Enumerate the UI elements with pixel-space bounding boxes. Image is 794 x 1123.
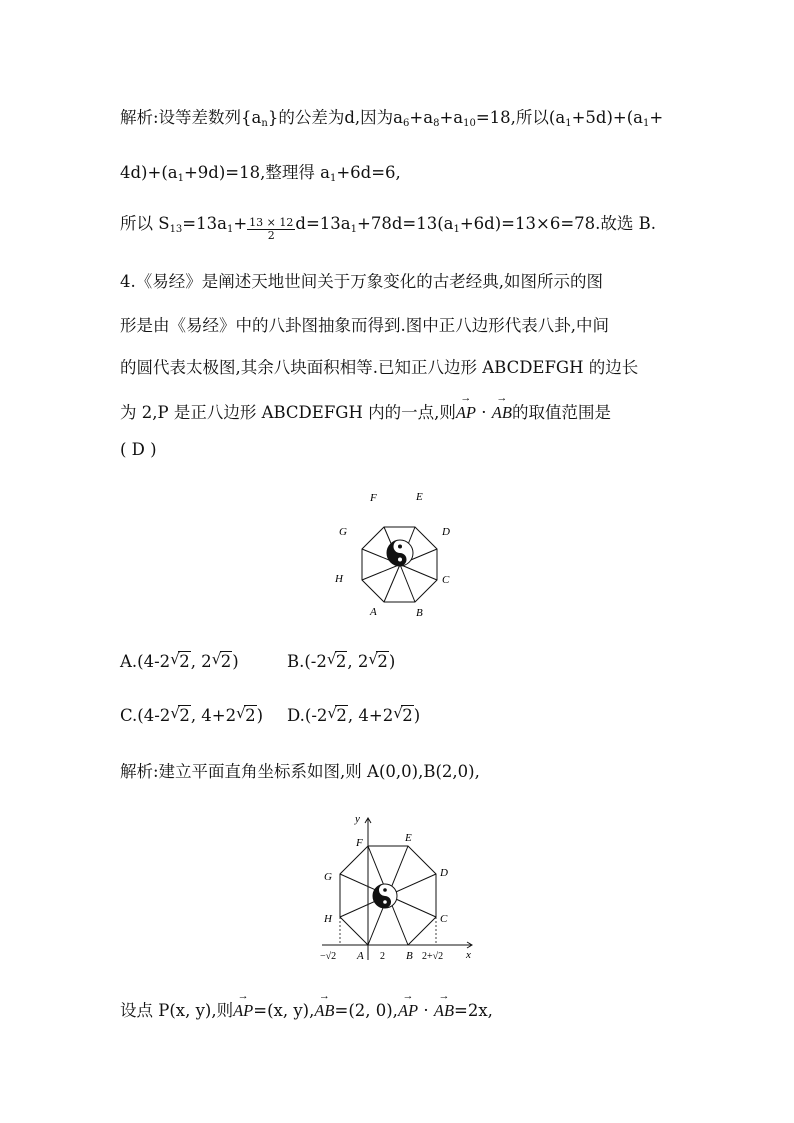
label-F: F: [370, 492, 377, 504]
label2-B: B: [406, 950, 413, 962]
question-line-4: 为 2,P 是正八边形 ABCDEFGH 内的一点,则→ AP · → AB的取值范围是: [120, 405, 611, 422]
octagon-figure-2: [310, 810, 485, 970]
question-line-3: 的圆代表太极图,其余八块面积相等.已知正八边形 ABCDEFGH 的边长: [120, 358, 639, 377]
label2-D: D: [440, 867, 448, 879]
vector-ap: → AP: [456, 405, 476, 422]
label2-C: C: [440, 913, 448, 925]
tick-two: 2: [380, 951, 385, 962]
final-line: 设点 P(x, y),则→ AP=(x, y),→ AB=(2, 0),→ AP · → AB=2x,: [120, 1003, 493, 1020]
axis-label-x: x: [466, 949, 471, 961]
octagon-figure-1: [330, 485, 470, 620]
label-D: D: [442, 526, 450, 538]
label2-H: H: [324, 913, 332, 925]
label-E: E: [416, 491, 423, 503]
vector-ab: → AB: [492, 405, 512, 422]
question-line-1: 4.《易经》是阐述天地世间关于万象变化的古老经典,如图所示的图: [120, 272, 603, 291]
fraction: $\frac{13 \times 12}{2}$: [249, 215, 294, 242]
label-A: A: [370, 606, 377, 618]
tick-two-plus-sqrt2: 2+√2: [422, 951, 444, 962]
vector-ap: → AP: [233, 1003, 253, 1020]
vector-ap: → AP: [398, 1003, 418, 1020]
axis-label-y: y: [355, 813, 360, 825]
tick-neg-sqrt2: −√2: [320, 951, 337, 962]
solution-line-2: $4d)+(a_1+9d)=18$,整理得 $a_1+6d=6$,: [120, 163, 401, 184]
label2-F: F: [356, 837, 363, 849]
option-b: B.(-2√ 2, 2√ 2): [287, 654, 395, 671]
taiji-icon-2: [373, 884, 397, 908]
solution-line-3: 所以 $S_{13}=13a_1+$ $\frac{13 \times 12}{2}$ $d=13a_1+78d=13(a_1+6d)=13\times 6=78$.故选 B.: [120, 214, 657, 242]
question-answer: ( D ): [120, 440, 157, 459]
taiji-icon: [387, 540, 413, 566]
analysis-line: 解析:建立平面直角坐标系如图,则 A(0,0),B(2,0),: [120, 762, 480, 781]
question-line-2: 形是由《易经》中的八卦图抽象而得到.图中正八边形代表八卦,中间: [120, 316, 609, 335]
vector-ab: → AB: [434, 1003, 454, 1020]
label-G: G: [339, 526, 347, 538]
label-H: H: [335, 573, 343, 585]
label2-E: E: [405, 832, 412, 844]
option-c: C.(4-2√ 2, 4+2√ 2): [120, 708, 263, 725]
vector-ab: → AB: [314, 1003, 334, 1020]
label2-G: G: [324, 871, 332, 883]
solution-line-1: 解析:设等差数列$\{a_n\}$的公差为d,因为$a_6+a_8+a_{10}=18$,所以$(a_1+5d)+(a_1+$: [120, 108, 664, 129]
option-a: A.(4-2√ 2, 2√ 2): [120, 654, 239, 671]
label-B: B: [416, 607, 423, 619]
label-C: C: [442, 574, 450, 586]
option-d: D.(-2√ 2, 4+2√ 2): [287, 708, 420, 725]
label2-A: A: [357, 950, 364, 962]
